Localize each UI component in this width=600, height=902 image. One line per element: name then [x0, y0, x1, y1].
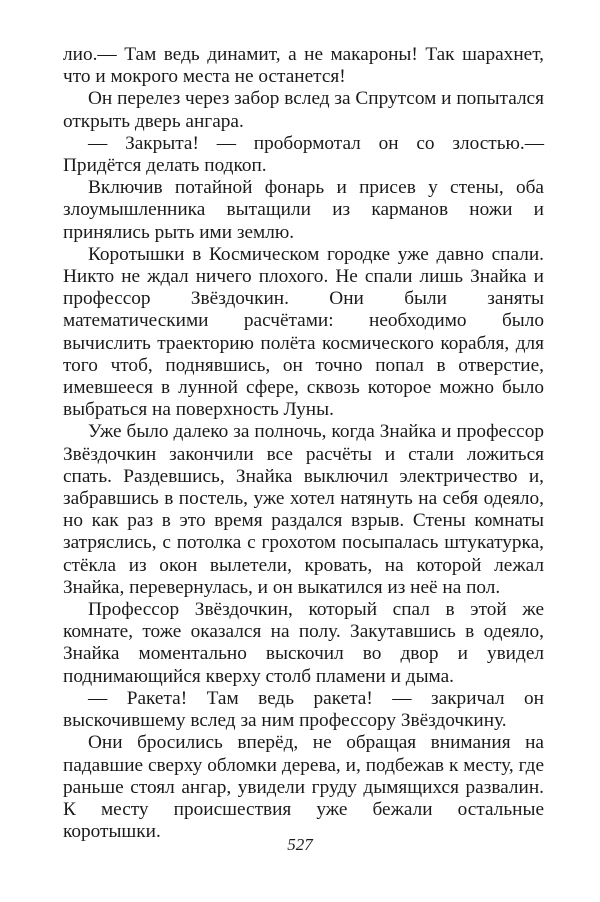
- text-body: [63, 44, 544, 843]
- paragraph: Коротышки в Космическом городке уже давно спали. Никто не ждал ничего плохого. Не спали лишь Знайка и профессор Звёздочкин. Они были заняты математическими расчётами: необходимо было вычислить траекторию полёта космического корабля, для того чтоб, поднявшись, он точно попал в отверстие, имевшееся в лунной сфере, сквозь которое можно было выбраться на поверхность Луны.: [63, 243, 544, 421]
- paragraph: — Закрыта! — пробормотал он со злостью.— Придётся делать подкоп.: [63, 132, 544, 177]
- paragraph: лио.— Там ведь динамит, а не макароны! Так шарахнет, что и мокрого места не останется!: [63, 44, 544, 88]
- page-number: 527: [287, 835, 313, 854]
- paragraph: Включив потайной фонарь и присев у стены, оба злоумышленника вытащили из карманов ножи и принялись рыть ими землю.: [63, 177, 544, 243]
- paragraph: Уже было далеко за полночь, когда Знайка и профессор Звёздочкин закончили все расчёты и стали ложиться спать. Раздевшись, Знайка выключил электричество и, забравшись в постель, уже хотел натянуть на себя одеяло, но как раз в это время раздался взрыв. Стены комнаты затряслись, с потолка с грохотом посыпалась штукатурка, стёкла из окон вылетели, кровать, на которой лежал Знайка, перевернулась, и он выкатился из неё на пол.: [63, 421, 544, 598]
- paragraph: — Ракета! Там ведь ракета! — закричал он выскочившему вслед за ним профессору Звёздочкину.: [63, 687, 544, 732]
- paragraph: Он перелез через забор вслед за Спрутсом и попытался открыть дверь ангара.: [63, 88, 544, 132]
- paragraph: Профессор Звёздочкин, который спал в этой же комнате, тоже оказался на полу. Закутавшись в одеяло, Знайка моментально выскочил во двор и увидел поднимающийся кверху столб пламени и дыма.: [63, 599, 544, 687]
- paragraph: Они бросились вперёд, не обращая внимания на падавшие сверху обломки дерева, и, подбежав к месту, где раньше стоял ангар, увидели груду дымящихся развалин. К месту происшествия уже бежали остальные коротышки.: [63, 732, 544, 843]
